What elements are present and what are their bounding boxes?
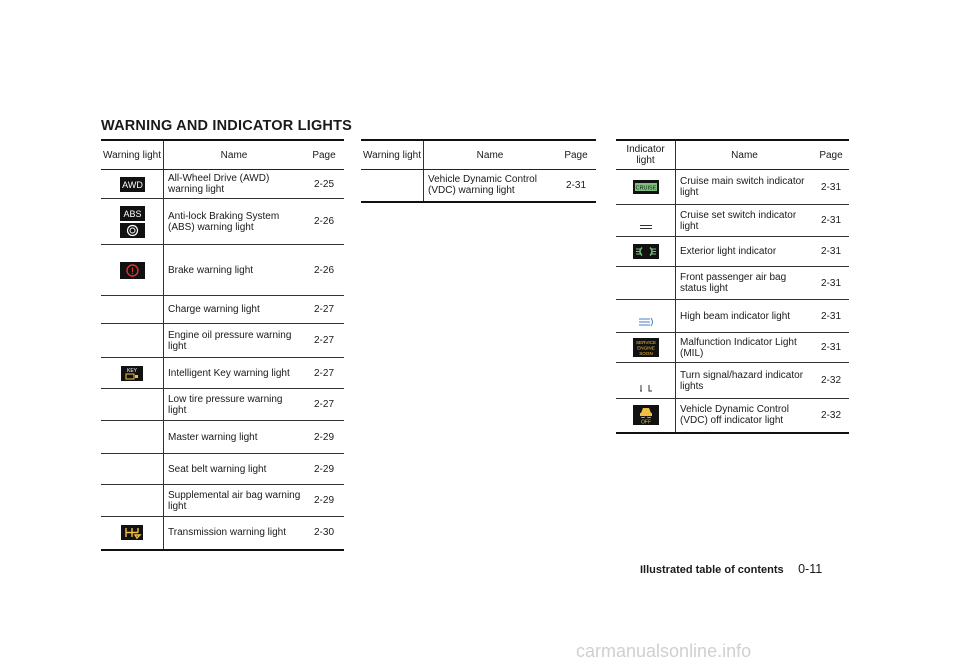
brake-icon-text: !	[130, 265, 134, 276]
page-title: WARNING AND INDICATOR LIGHTS	[101, 118, 353, 134]
warning-lights-table	[101, 139, 344, 551]
table-row	[101, 454, 344, 485]
abs-warning-icon	[120, 206, 145, 238]
page-ref[interactable]: 2-27	[304, 296, 344, 324]
column-header-name: Name	[424, 140, 557, 170]
page-ref[interactable]: 2-27	[304, 358, 344, 389]
footer-label: Illustrated table of contents	[640, 564, 784, 576]
light-name: Exterior light indicator	[676, 237, 814, 267]
page-ref[interactable]: 2-27	[304, 389, 344, 421]
table-row	[616, 363, 849, 399]
table-row	[101, 358, 344, 389]
light-name: Turn signal/hazard indicator lights	[676, 363, 814, 399]
page-ref[interactable]: 2-27	[304, 324, 344, 358]
table-row	[616, 267, 849, 300]
page-ref[interactable]: 2-31	[813, 333, 849, 363]
light-name: Anti-lock Braking System (ABS) warning light	[164, 199, 305, 245]
page-ref[interactable]: 2-31	[813, 205, 849, 237]
light-name: Brake warning light	[164, 245, 305, 296]
light-name: Cruise set switch indicator light	[676, 205, 814, 237]
table-row	[101, 485, 344, 517]
light-name: Intelligent Key warning light	[164, 358, 305, 389]
engine-icon-text: ENGINE	[636, 345, 655, 351]
table-row	[101, 199, 344, 245]
table-header-row	[616, 140, 849, 170]
service-icon-text: SERVICE	[635, 340, 656, 345]
page-footer	[640, 560, 822, 578]
page-ref[interactable]: 2-26	[304, 245, 344, 296]
cruise-set-icon	[639, 224, 653, 230]
page-ref[interactable]: 2-31	[813, 237, 849, 267]
table-row	[101, 517, 344, 550]
light-name: Engine oil pressure warning light	[164, 324, 305, 358]
page-ref[interactable]: 2-32	[813, 399, 849, 433]
table-row	[616, 205, 849, 237]
table-row	[616, 333, 849, 363]
page-ref[interactable]: 2-31	[813, 267, 849, 300]
page-ref[interactable]: 2-25	[313, 178, 334, 190]
watermark: carmanualsonline.info	[576, 641, 752, 661]
page-ref[interactable]: 2-31	[565, 179, 586, 191]
indicator-lights-table	[616, 139, 849, 434]
cruise-icon-text: CRUISE	[635, 185, 656, 192]
light-name: Master warning light	[164, 421, 305, 454]
table-row	[616, 300, 849, 333]
transmission-warning-icon	[121, 525, 143, 540]
table-row	[616, 399, 849, 433]
page-ref[interactable]: 2-32	[813, 363, 849, 399]
key-icon-text: KEY	[126, 367, 138, 374]
column-header-page: Page	[304, 140, 344, 170]
column-header-light: Warning light	[361, 140, 424, 170]
light-name: Supplemental air bag warning light	[164, 485, 305, 517]
light-name: Front passenger air bag status light	[676, 267, 814, 300]
table-row	[101, 245, 344, 296]
page-ref[interactable]: 2-31	[820, 181, 841, 193]
column-header-light: Warning light	[101, 140, 164, 170]
awd-icon-text: AWD	[121, 179, 143, 190]
page-ref[interactable]: 2-26	[304, 199, 344, 245]
column-header-name: Name	[164, 140, 305, 170]
key-warning-icon	[121, 366, 143, 381]
page-ref[interactable]: 2-31	[813, 300, 849, 333]
table-row	[101, 324, 344, 358]
column-header-page: Page	[556, 140, 596, 170]
vdc-off-icon-text: OFF	[640, 419, 651, 426]
table-row	[101, 296, 344, 324]
table-row	[361, 170, 596, 202]
light-name: Seat belt warning light	[164, 454, 305, 485]
page-ref[interactable]: 2-29	[304, 454, 344, 485]
page-ref[interactable]: 2-29	[304, 421, 344, 454]
column-header-name: Name	[676, 140, 814, 170]
light-name: High beam indicator light	[676, 300, 814, 333]
cruise-main-icon	[633, 180, 659, 194]
table-row	[101, 421, 344, 454]
warning-lights-table-continued	[361, 139, 596, 203]
table-row	[616, 237, 849, 267]
page-ref[interactable]: 2-29	[304, 485, 344, 517]
turn-signal-icon	[638, 384, 654, 392]
light-name: Charge warning light	[164, 296, 305, 324]
light-name: Transmission warning light	[164, 517, 305, 550]
light-name: Vehicle Dynamic Control (VDC) warning light	[428, 174, 537, 197]
soon-icon-text: SOON	[638, 351, 653, 356]
high-beam-icon	[637, 317, 655, 327]
table-header-row	[101, 140, 344, 170]
brake-warning-icon	[120, 262, 145, 279]
column-header-page: Page	[813, 140, 849, 170]
light-name: Cruise main switch indicator light	[680, 176, 805, 198]
vdc-off-icon	[633, 405, 659, 425]
service-engine-soon-icon	[633, 338, 659, 357]
column-header-light: Indicator light	[616, 140, 676, 170]
light-name: Malfunction Indicator Light (MIL)	[676, 333, 814, 363]
exterior-light-icon	[633, 244, 659, 259]
awd-warning-icon	[120, 177, 145, 192]
table-row	[616, 170, 849, 205]
table-row	[101, 389, 344, 421]
abs-icon-text: ABS	[122, 208, 142, 219]
light-name: All-Wheel Drive (AWD) warning light	[168, 173, 270, 195]
table-header-row	[361, 140, 596, 170]
light-name: Vehicle Dynamic Control (VDC) off indicator light	[676, 399, 814, 433]
footer-page-number: 0-11	[798, 562, 823, 576]
table-row	[101, 170, 344, 199]
light-name: Low tire pressure warning light	[164, 389, 305, 421]
page-ref[interactable]: 2-30	[304, 517, 344, 550]
